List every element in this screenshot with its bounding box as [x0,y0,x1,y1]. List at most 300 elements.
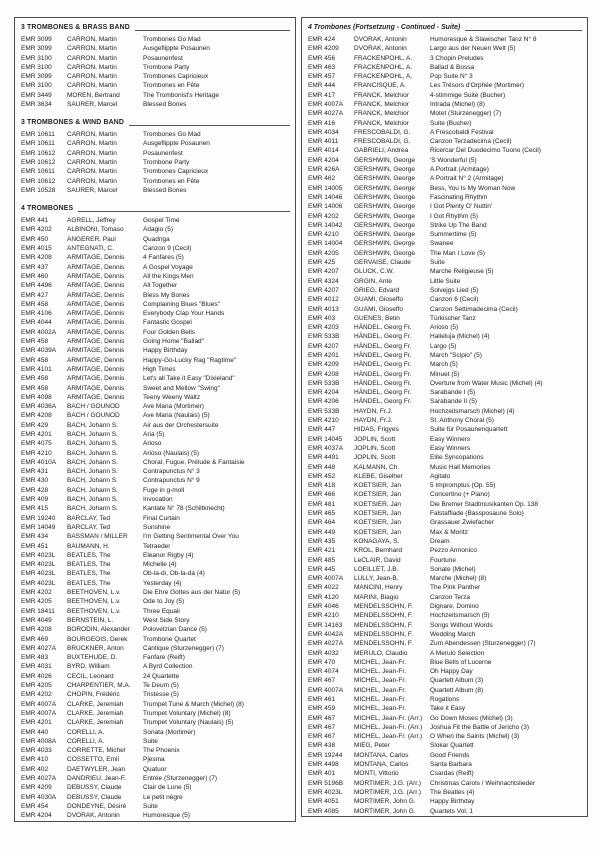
emr-code: EMR 4207 [308,268,339,276]
table-row [21,186,291,195]
composer-name: MANCINI, Henry [354,584,403,592]
table-row [308,239,583,248]
table-row [21,662,291,671]
piece-title: Dream [430,537,450,545]
emr-code: EMR 19244 [308,751,343,759]
composer-name: KOETSIER, Jan [354,510,401,518]
piece-title: Pjesma [143,756,165,764]
piece-title: Trombone Quartet [143,635,196,643]
emr-code: EMR 4007A [308,100,344,108]
composer-name: CARRON, Martin [67,168,117,176]
table-row [308,649,583,658]
table-row [21,681,291,690]
composer-name: HÄNDEL, Georg Fr. [354,342,412,350]
piece-title: Contrapunctus N° 9 [143,477,200,485]
piece-title: A Merulo Selection [430,649,485,657]
composer-name: HIDAS, Frigyes [354,426,399,434]
table-row [21,91,291,100]
table-row [21,709,291,718]
piece-title: 3 Chopin Preludes [430,54,484,62]
emr-code: EMR 4049 [21,616,52,624]
piece-title: 24 Quartette [143,672,180,680]
piece-title: Easy Winners [430,444,471,452]
table-row [21,149,291,158]
composer-name: BEATLES, The [67,551,111,559]
composer-name: GERSHWIN, George [354,212,416,220]
table-row [308,267,583,276]
emr-code: EMR 402 [21,765,49,773]
composer-name: CHARPENTIER, M.A. [67,682,131,690]
composer-name: MICHEL, Jean-Fr. [354,677,407,685]
emr-code: EMR 4098 [21,393,52,401]
table-row [21,690,291,699]
emr-code: EMR 4208 [21,254,52,262]
table-row [308,621,583,630]
section-title: 4 TROMBONES [21,205,74,213]
composer-name: CLARKE, Jeremiah [67,700,124,708]
composer-name: BACH, Johann S. [67,421,118,429]
composer-name: BACH, Johann S. [67,468,118,476]
composer-name: BACH, Johann S. [67,496,118,504]
composer-name: BRUCKNER, Anton [67,644,124,652]
composer-name: GABRIELI, Andrea [354,147,409,155]
emr-code: EMR 448 [308,463,336,471]
composer-name: HÄNDEL, Georg Fr. [354,389,412,397]
piece-title: Trumpet Voluntary (Michel) (8) [143,709,231,717]
table-row [21,551,291,560]
table-row [21,421,291,430]
emr-code: EMR 3099 [21,35,52,43]
composer-name: KALMANN, Ch. [354,463,400,471]
table-row [21,100,291,109]
composer-name: HÄNDEL, Georg Fr. [354,333,412,341]
piece-title: I'm Getting Sentimental Over You [143,533,239,541]
table-row [21,616,291,625]
piece-title: I Got Plenty O' Nuttin' [430,203,493,211]
table-row [308,230,583,239]
table-row [308,509,583,518]
emr-code: EMR 533B [308,407,340,415]
table-row [21,384,291,393]
emr-code: EMR 14049 [21,523,56,531]
composer-name: CARRON, Martin [67,54,117,62]
table-row [308,184,583,193]
piece-title: Marche (Michel) (8) [430,575,487,583]
emr-code: EMR 10611 [21,131,55,139]
composer-name: BEATLES, The [67,570,111,578]
table-row [21,569,291,578]
emr-code: EMR 4210 [308,417,339,425]
composer-name: HÄNDEL, Georg Fr. [354,370,412,378]
piece-title: Easy Winners [430,435,471,443]
emr-code: EMR 460 [21,272,49,280]
table-row [308,686,583,695]
composer-name: BACH, Johann S. [67,458,118,466]
table-row [308,314,583,323]
table-row [308,174,583,183]
piece-title: Max & Moritz [430,528,468,536]
piece-title: Take it Easy [430,705,466,713]
emr-code: EMR 427 [21,291,49,299]
piece-title: Die Ehre Gottes aus der Natur (5) [143,589,241,597]
composer-name: MORTIMER, John G. [354,807,416,815]
table-row [21,476,291,485]
composer-name: KOETSIER, Jan [354,519,401,527]
composer-name: FRANCK, Melchior [354,119,409,127]
piece-title: Fuge in g-moll [143,486,185,494]
emr-code: EMR 409 [21,496,49,504]
piece-title: Falstaffiade (Bassposaune Solo) [430,510,524,518]
composer-name: ARMITAGE, Dennis [67,356,125,364]
composer-name: CARRON, Martin [67,35,117,43]
piece-title: Csardas (Reift) [430,770,474,778]
emr-code: EMR 4204 [308,156,339,164]
piece-title: Joshua Fit the Battle of Jericho (3) [430,723,529,731]
table-row [308,472,583,481]
emr-code: EMR 481 [308,500,336,508]
piece-title: Blessed Bones [143,186,187,194]
table-row [21,607,291,616]
catalog-section [21,23,291,109]
composer-name: MORTIMER, J.G. (Arr.) [354,779,422,787]
table-row [308,202,583,211]
table-row [308,370,583,379]
table-row [21,374,291,383]
composer-name: MICHEL, Jean-Fr. [354,695,407,703]
piece-title: Ausgeflippte Posaunen [143,140,210,148]
piece-title: Posaunenfest [143,149,183,157]
composer-name: FRANCK, Melchior [354,91,409,99]
table-row [21,177,291,186]
composer-name: HÄNDEL, Georg Fr. [354,398,412,406]
table-row [308,453,583,462]
table-row [308,249,583,258]
emr-code: EMR 4023L [21,551,56,559]
piece-title: Trombones en Fête [143,177,200,185]
piece-title: Air aus der Orchestersuite [143,421,219,429]
composer-name: GERSHWIN, George [354,203,416,211]
table-row [21,811,291,820]
piece-title: Adagio (5) [143,226,173,234]
emr-code: EMR 4023L [21,561,56,569]
piece-title: Good Friends [430,751,470,759]
composer-name: GUENES, Betin [354,314,400,322]
emr-code: EMR 430 [21,477,49,485]
emr-code: EMR 4209 [21,784,52,792]
table-row [308,490,583,499]
composer-name: BACH, Johann S. [67,505,118,513]
emr-code: EMR 3100 [21,63,52,71]
composer-name: MIEG, Peter [354,742,390,750]
table-row [308,54,583,63]
piece-title: St. Anthony Choral (5) [430,417,494,425]
piece-title: Eleanor Rigby (4) [143,551,194,559]
composer-name: CORELLI, A. [67,737,105,745]
piece-title: Arioso [143,440,162,448]
table-row [308,397,583,406]
emr-code: EMR 421 [308,547,336,555]
piece-title: The Trombonist's Heritage [143,91,220,99]
piece-title: Trombone Party [143,63,190,71]
composer-name: BACH / GOUNOD [67,403,120,411]
emr-code: EMR 4208 [21,626,52,634]
composer-name: KONAGAYA, S. [354,537,400,545]
emr-code: EMR 4496 [21,282,52,290]
emr-code: EMR 445 [308,565,336,573]
emr-code: EMR 4085 [308,807,339,815]
composer-name: MORTIMER, John G. [354,798,416,806]
table-row [21,411,291,420]
table-row [308,388,583,397]
composer-name: MERULO, Claudio [354,649,408,657]
piece-title: Dignare, Domino [430,603,479,611]
composer-name: BACH, Johann S. [67,449,118,457]
piece-title: Happy-Go-Lucky Rag "Ragtime" [143,356,237,364]
emr-code: EMR 10612 [21,159,56,167]
composer-name: DEBUSSY, Claude [67,784,122,792]
composer-name: MOREN, Bertrand [67,91,120,99]
emr-code: EMR 4201 [21,431,52,438]
table-row [308,109,583,118]
piece-title: Largo (5) [430,342,457,350]
piece-title: Quartett Album (3) [430,677,484,685]
emr-code: EMR 438 [308,742,336,750]
composer-name: BEETHOVEN, L.v. [67,607,121,615]
piece-title: 4-stimmige Suite (Bucher) [430,91,506,99]
emr-code: EMR 431 [21,468,49,476]
piece-title: Canzon Terza [430,593,470,601]
piece-title: 'S Wonderful (5) [430,156,477,164]
composer-name: GERSHWIN, George [354,184,416,192]
piece-title: Overture from Water Music (Michel) (4) [430,379,543,387]
table-row [21,139,291,148]
emr-code: EMR 470 [308,658,336,666]
catalog-section [21,118,291,195]
piece-title: A Byrd Collection [143,663,193,671]
piece-title: Santa Barbara [430,761,472,769]
emr-code: EMR 458 [21,300,49,308]
composer-name: LOEILLET, J.B. [354,565,399,573]
table-row [21,281,291,290]
emr-code: EMR 467 [308,733,336,741]
emr-code: EMR 3099 [21,45,52,53]
table-row [308,779,583,788]
table-row [308,305,583,314]
composer-name: DAETWYLER, Jean [67,765,126,773]
table-row [21,439,291,448]
piece-title: Invocation [143,496,173,504]
emr-code: EMR 18411 [21,607,55,615]
emr-code: EMR 4120 [308,593,339,601]
composer-name: BEETHOVEN, L.v. [67,589,121,597]
header-rule [78,211,290,212]
table-row [21,225,291,234]
header-rule [135,30,290,31]
composer-name: GUAMI, Gioseffo [354,305,404,313]
composer-name: DONDEYNE, Désiré [67,802,127,810]
table-row [308,788,583,797]
table-row [21,272,291,281]
emr-code: EMR 4046 [308,603,339,611]
composer-name: GUAMI, Gioseffo [354,296,404,304]
section-header [21,118,291,127]
piece-title: Ballad & Bossa [430,63,475,71]
emr-code: EMR 467 [308,677,336,685]
table-row [308,676,583,685]
composer-name: ARMITAGE, Dennis [67,365,125,373]
piece-title: A Frescobaldi Festival [430,128,494,136]
emr-code: EMR 452 [308,472,336,480]
emr-code: EMR 4210 [21,449,52,457]
composer-name: FRACKENPOHL, A. [354,63,413,71]
composer-name: BACH, Johann S. [67,477,118,485]
piece-title: Sonate (Michel) [430,565,476,573]
table-row [308,565,583,574]
composer-name: ARMITAGE, Dennis [67,291,125,299]
table-row [21,486,291,495]
emr-code: EMR 5196B [308,779,344,787]
piece-title: Canzon Terzadecima (Cecil) [430,138,512,146]
table-row [21,560,291,569]
table-row [21,328,291,337]
emr-code: EMR 10612 [21,177,56,185]
emr-code: EMR 434 [21,533,49,541]
composer-name: BARCLAY, Ted [67,523,110,531]
composer-name: ARMITAGE, Dennis [67,310,125,318]
emr-code: EMR 465 [308,510,336,518]
composer-name: GLUCK, C.W. [354,268,395,276]
piece-title: Aria (5) [143,431,165,438]
composer-name: BARCLAY, Ted [67,514,110,522]
composer-name: HAYDN, Fr.J. [354,417,393,425]
piece-title: Go Down Moses (Michel) (3) [430,714,513,722]
table-row [308,481,583,490]
emr-code: EMR 4205 [21,598,52,606]
composer-name: MICHEL, Jean-Fr. (Arr.) [354,714,423,722]
emr-code: EMR 4011 [308,138,339,146]
emr-code: EMR 4204 [21,812,52,820]
piece-title: A Gospel Voyage [143,263,193,271]
table-row [308,351,583,360]
table-row [308,63,583,72]
table-row [21,449,291,458]
emr-code: EMR 457 [308,73,336,81]
piece-title: Canzon 9 (Cecil) [143,245,192,253]
emr-code: EMR 424 [308,35,336,43]
composer-name: HAYDN, Fr.J. [354,407,393,415]
table-row [21,402,291,411]
table-row [21,737,291,746]
table-row [21,300,291,309]
table-row [308,323,583,332]
emr-code: EMR 451 [21,542,49,550]
emr-code: EMR 10612 [21,149,56,157]
composer-name: CARRON, Martin [67,177,117,185]
emr-code: EMR 14163 [308,621,343,629]
table-row [21,309,291,318]
table-row [308,518,583,527]
piece-title: Trombones Go Mad [143,131,201,139]
table-row [308,583,583,592]
emr-code: EMR 14004 [308,240,343,248]
table-row [21,514,291,523]
composer-name: MORTIMER, J.G. (Arr.) [354,788,422,796]
emr-code: EMR 485 [308,556,336,564]
table-row [21,746,291,755]
composer-name: GERSHWIN, George [354,240,416,248]
emr-code: EMR 4203 [308,324,339,332]
table-row [21,504,291,513]
table-row [21,393,291,402]
table-row [21,774,291,783]
piece-title: Fanfare (Reift) [143,654,185,662]
emr-code: EMR 459 [308,705,336,713]
emr-code: EMR 4074 [308,668,339,676]
composer-name: MENDELSSOHN, F. [354,603,413,611]
composer-name: BUXTEHUDE, D. [67,654,118,662]
emr-code: EMR 417 [308,91,336,99]
piece-title: Solvejgs Lied (5) [430,286,479,294]
piece-title: The Phoenix [143,747,180,755]
composer-name: CARRON, Martin [67,131,117,139]
piece-title: Ricercar Del Duodecimo Tuono (Cecil) [430,147,541,155]
table-row [308,91,583,100]
table-row [21,467,291,476]
table-row [308,751,583,760]
composer-name: ARMITAGE, Dennis [67,263,125,271]
piece-title: Canzon 6 (Cecil) [430,296,479,304]
piece-title: Ave Maria (Naulais) (5) [143,412,210,420]
emr-code: EMR 4039A [21,347,57,355]
left-column [14,17,296,822]
emr-code: EMR 418 [308,482,336,490]
emr-code: EMR 10528 [21,186,56,194]
piece-title: Suite [430,259,445,267]
piece-title: Suite für Posaunenquartett [430,426,508,434]
piece-title: Little Suite [430,277,461,285]
composer-name: GERSHWIN, George [354,175,416,183]
emr-code: EMR 454 [21,802,49,810]
composer-name: FRACKENPOHL, A. [354,73,413,81]
composer-name: ANTEGNATI, C. [67,245,114,253]
composer-name: ARMITAGE, Dennis [67,319,125,327]
emr-code: EMR 4026 [21,672,52,680]
composer-name: DEBUSSY, Claude [67,793,122,801]
section-header [21,204,291,213]
piece-title: Concertino (+ Piano) [430,491,490,499]
piece-title: Choral, Fugue, Prélude & Fantaisie [143,458,245,466]
emr-code: EMR 4007A [21,709,57,717]
emr-code: EMR 449 [308,528,336,536]
emr-code: EMR 4007A [21,700,57,708]
piece-title: Strike Up The Band [430,221,487,229]
piece-title: Hochzeitsmarsch (5) [430,612,490,620]
composer-name: MICHEL, Jean-Fr. [354,686,407,694]
section-title: 3 TROMBONES & BRASS BAND [21,24,130,31]
emr-code: EMR 14005 [308,184,343,192]
piece-title: Ausgeflippte Posaunen [143,45,210,53]
emr-code: EMR 4023L [308,788,343,796]
table-row [308,556,583,565]
composer-name: DANDRIEU, Jean-F. [67,774,126,782]
composer-name: JOPLIN, Scott [354,454,396,462]
table-row [308,81,583,90]
table-row [308,723,583,732]
composer-name: BEATLES, The [67,579,111,587]
table-row [21,458,291,467]
composer-name: BAUMANN, H. [67,542,110,550]
piece-title: Tristesse (5) [143,691,179,699]
